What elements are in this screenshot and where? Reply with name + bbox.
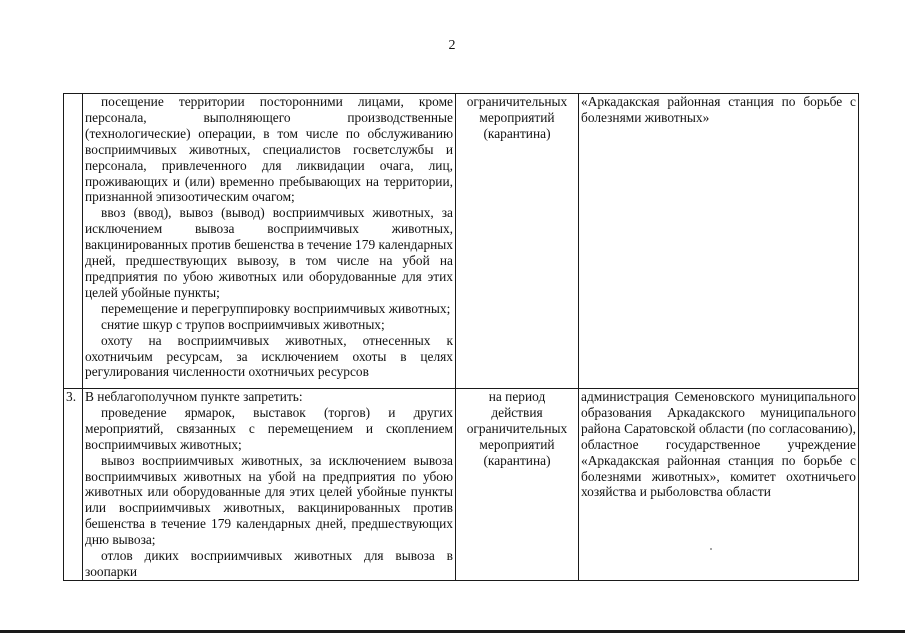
term-line: мероприятий (479, 109, 555, 125)
responsible-text: администрация Семеновского муниципального образования Аркадакского муниципального района Саратовской области (по согласованию), областное государственное учреждение «Аркадакская районная станция по борьбе с болезнями животных», комитет охотничьего хозяйства и рыболовства области (581, 389, 856, 500)
term-line: мероприятий (479, 436, 555, 452)
table-row (64, 389, 859, 581)
measure-item: отлов диких восприимчивых животных для вывоза в зоопарки (85, 548, 453, 579)
scan-speck (710, 548, 712, 550)
measures-intro: В неблагополучном пункте запретить: (85, 389, 303, 404)
table-row (64, 94, 859, 389)
measure-item: ввоз (ввод), вывоз (вывод) восприимчивых животных, за исключением вывоза восприимчивых животных, вакцинированных против бешенства в течение 179 календарных дней, предшествующих вывозу, в том числе на убой на предприятия по убою животных или оборудованные для этих целей убойные пункты; (85, 205, 453, 300)
page-bottom-edge (0, 630, 905, 633)
term-cell (456, 94, 579, 389)
measures-cell (83, 94, 456, 389)
measure-item: вывоз восприимчивых животных, за исключением вывоза восприимчивых животных на убой на предприятия по убою животных или оборудованные для этих целей убойные пункты или восприимчивых животных, вакцинированных против бешенства в течение 179 календарных дней, предшествующих дню вывоза; (85, 452, 453, 548)
row-number-cell (64, 94, 83, 389)
term-line: действия (491, 404, 543, 420)
responsible-cell (579, 94, 859, 389)
page-number: 2 (448, 38, 456, 53)
responsible-text: «Аркадакская районная станция по борьбе с болезнями животных» (581, 94, 856, 125)
term-line: ограничительных (466, 420, 568, 436)
responsible-cell (579, 389, 859, 581)
measure-item: снятие шкур с трупов восприимчивых животных; (101, 316, 385, 332)
measure-item: проведение ярмарок, выставок (торгов) и других мероприятий, связанных с перемещением и скоплением восприимчивых животных; (85, 404, 453, 452)
term-cell (456, 389, 579, 581)
measure-item: перемещение и перегруппировку восприимчивых животных; (101, 300, 451, 316)
measures-table (63, 93, 859, 581)
term-line: на период (488, 389, 546, 404)
term-line: ограничительных (466, 94, 568, 109)
term-line: (карантина) (483, 452, 551, 468)
row-number-cell: 3. (64, 389, 83, 581)
measure-item: охоту на восприимчивых животных, отнесенных к охотничьим ресурсам, за исключением охоты в целях регулирования численности охотничьих ресурсов (85, 332, 453, 380)
term-line: (карантина) (483, 125, 551, 141)
measures-cell (83, 389, 456, 581)
measure-item: посещение территории посторонними лицами, кроме персонала, выполняющего производственные (технологические) операции, в том числе по обслуживанию восприимчивых животных, специалистов госветслужбы и персонала, привлеченного для ликвидации очага, лиц, проживающих и (или) временно пребывающих на территории, признанной эпизоотическим очагом; (85, 94, 453, 205)
